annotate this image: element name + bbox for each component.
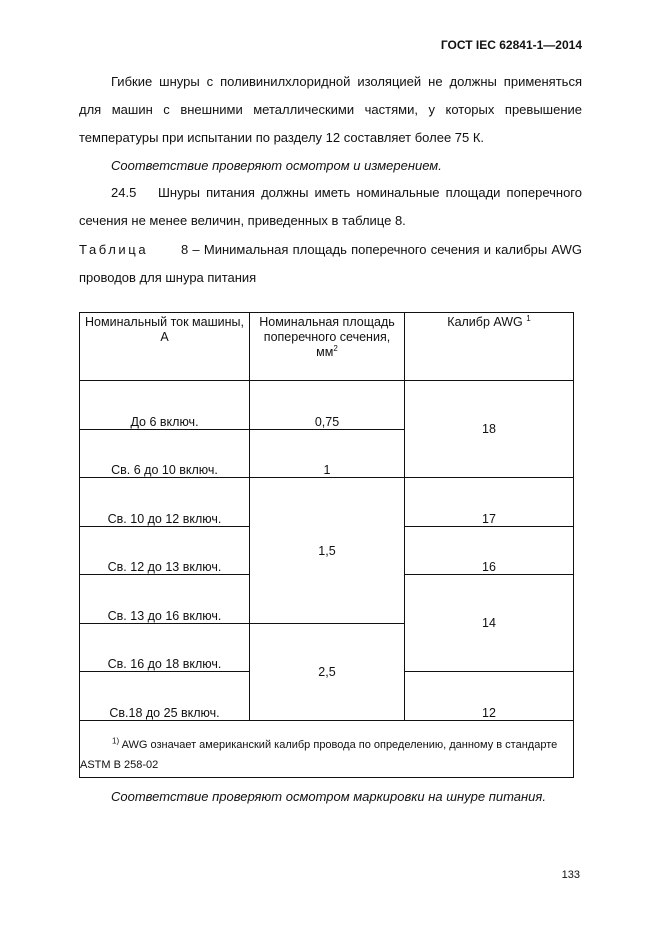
table-footnote: $^{1)}$ AWG означает американский калибр провода по определению, данному в стандарте ASTM B 258-02: [80, 721, 574, 778]
header-area: Номинальная площадь поперечного сечения, $мм^2$: [250, 313, 405, 381]
standard-header: ГОСТ IEC 62841-1—2014: [440, 38, 582, 52]
compliance-note: Соответствие проверяют осмотром и измерением.: [111, 158, 442, 173]
awg-cell: 14: [405, 575, 574, 672]
current-cell: Св. 10 до 12 включ.: [80, 478, 250, 527]
table-row: [80, 478, 574, 527]
paragraph-line: температуры при испытании по разделу 12 составляет более 75 К.: [79, 130, 485, 145]
header-awg: Калибр AWG $^1$: [405, 313, 574, 381]
paragraph-line: для машин с внешними металлическими частями, у которых превышение: [79, 102, 582, 117]
table-caption: 8 – Минимальная площадь поперечного сечения и калибры AWG: [181, 242, 582, 257]
table-row: [80, 381, 574, 430]
area-cell: 1: [250, 430, 405, 478]
table-header-row: [80, 313, 574, 381]
table-caption-label: Таблица: [79, 242, 149, 257]
paragraph-line: Шнуры питания должны иметь номинальные площади поперечного: [158, 185, 582, 200]
area-cell: 1,5: [250, 478, 405, 624]
paragraph-line: Гибкие шнуры с поливинилхлоридной изоляцией не должны применяться: [111, 74, 582, 89]
cross-section-table: [79, 312, 574, 778]
compliance-note: Соответствие проверяют осмотром маркировки на шнуре питания.: [111, 789, 546, 804]
area-cell: 0,75: [250, 381, 405, 430]
awg-cell: 12: [405, 672, 574, 721]
current-cell: Св. 13 до 16 включ.: [80, 575, 250, 624]
awg-cell: 17: [405, 478, 574, 527]
current-cell: Св.18 до 25 включ.: [80, 672, 250, 721]
awg-cell: 18: [405, 381, 574, 478]
area-cell: 2,5: [250, 624, 405, 721]
paragraph-line: сечения не менее величин, приведенных в таблице 8.: [79, 213, 406, 228]
table-footnote-row: [80, 721, 574, 778]
header-current: Номинальный ток машины, А: [80, 313, 250, 381]
table-caption: проводов для шнура питания: [79, 270, 257, 285]
current-cell: Св. 12 до 13 включ.: [80, 527, 250, 575]
current-cell: До 6 включ.: [80, 381, 250, 430]
page-number: 133: [561, 869, 580, 881]
current-cell: Св. 6 до 10 включ.: [80, 430, 250, 478]
clause-number: 24.5: [111, 185, 137, 200]
current-cell: Св. 16 до 18 включ.: [80, 624, 250, 672]
awg-cell: 16: [405, 527, 574, 575]
